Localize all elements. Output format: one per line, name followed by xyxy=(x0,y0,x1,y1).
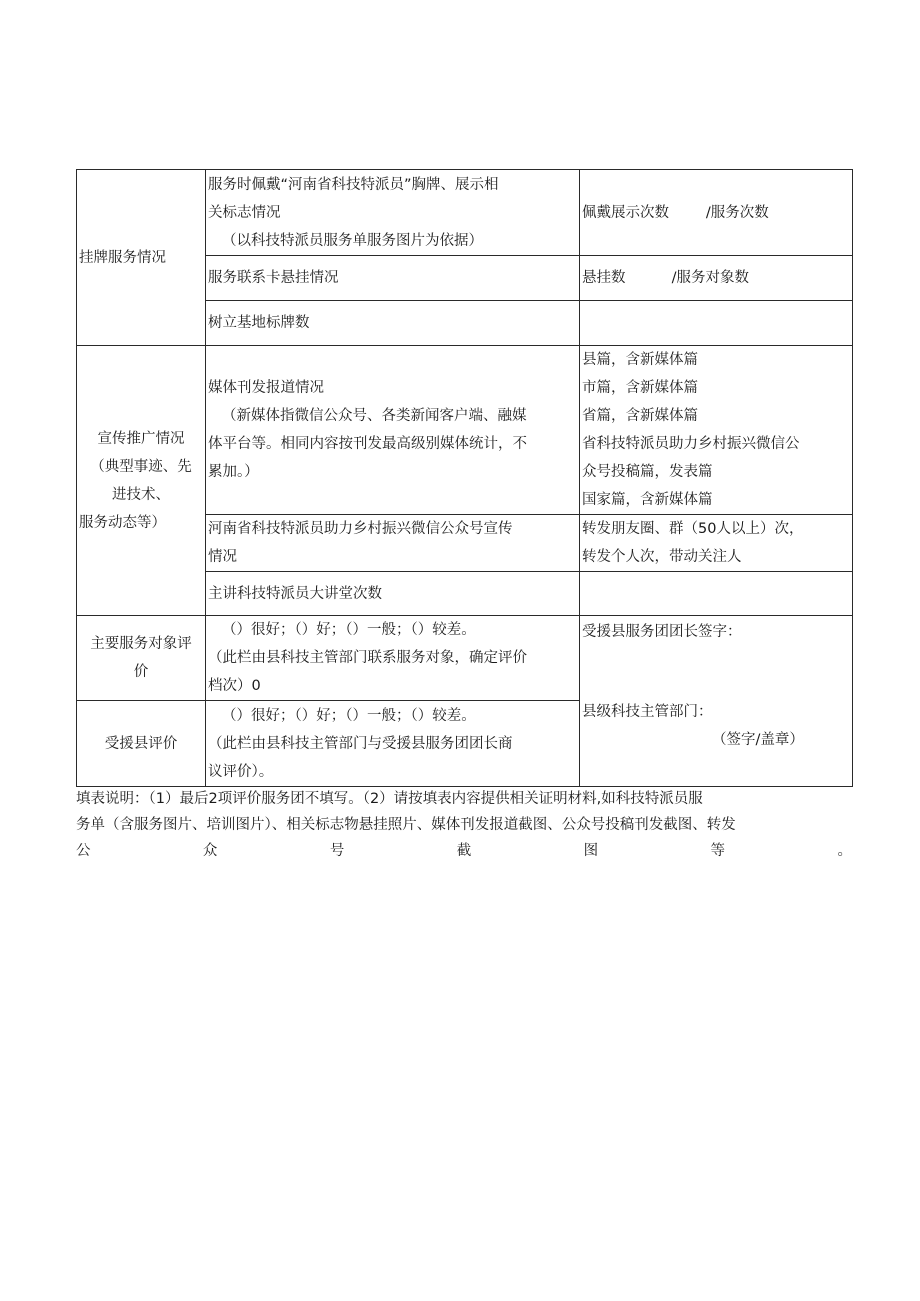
row-label-publicity: 宣传推广情况 （典型事迹、先 进技术、 服务动态等） xyxy=(77,346,206,616)
table-row xyxy=(77,616,853,701)
lecture-item: 主讲科技特派员大讲堂次数 xyxy=(206,572,580,616)
badge-item: 服务时佩戴“河南省科技特派员”胸牌、展示相 关标志情况 （以科技特派员服务单服务图片为依据） xyxy=(206,170,580,256)
sign-value xyxy=(580,301,853,346)
card-value: 悬挂数 /服务对象数 xyxy=(580,256,853,301)
wechat-item: 河南省科技特派员助力乡村振兴微信公众号宣传 情况 xyxy=(206,515,580,572)
dept-signature-label: 县级科技主管部门： xyxy=(582,704,713,720)
wechat-value: 转发朋友圈、群（50人以上）次， 转发个人次，带动关注人 xyxy=(580,515,853,572)
leader-signature-label: 受援县服务团团长签字： xyxy=(582,624,742,640)
card-item: 服务联系卡悬挂情况 xyxy=(206,256,580,301)
stamp-label: （签字/盖章） xyxy=(712,732,804,748)
media-item: 媒体刊发报道情况 （新媒体指微信公众号、各类新闻客户端、融媒 体平台等。相同内容按刊发最高级别媒体统计，不 累加。） xyxy=(206,346,580,515)
table-row xyxy=(77,346,853,515)
target-eval-content: （）很好；（）好；（）一般；（）较差。 （此栏由县科技主管部门联系服务对象，确定评价 档次）0 xyxy=(206,616,580,701)
row-label-target-eval: 主要服务对象评 价 xyxy=(77,616,206,701)
lecture-value xyxy=(580,572,853,616)
sign-item: 树立基地标牌数 xyxy=(206,301,580,346)
media-value: 县篇，含新媒体篇 市篇，含新媒体篇 省篇，含新媒体篇 省科技特派员助力乡村振兴微信公 众号投稿篇，发表篇 国家篇，含新媒体篇 xyxy=(580,346,853,515)
evaluation-table xyxy=(76,169,853,787)
row-label-plaque: 挂牌服务情况 xyxy=(77,170,206,346)
fill-instructions: 填表说明：（1）最后2项评价服务团不填写。（2）请按填表内容提供相关证明材料,如科技特派员服 务单（含服务图片、培训图片）、相关标志物悬挂照片、媒体刊发报道截图、公众号投稿刊发截图、转发 公 众 号 截 图 等 。 xyxy=(76,786,852,864)
county-eval-content: （）很好；（）好；（）一般；（）较差。 （此栏由县科技主管部门与受援县服务团团长商 议评价）。 xyxy=(206,701,580,787)
table-row xyxy=(77,170,853,256)
badge-value: 佩戴展示次数 /服务次数 xyxy=(580,170,853,256)
instructions-last-line: 公 众 号 截 图 等 。 xyxy=(76,843,852,859)
signature-cell xyxy=(580,616,853,787)
row-label-county-eval: 受援县评价 xyxy=(77,701,206,787)
